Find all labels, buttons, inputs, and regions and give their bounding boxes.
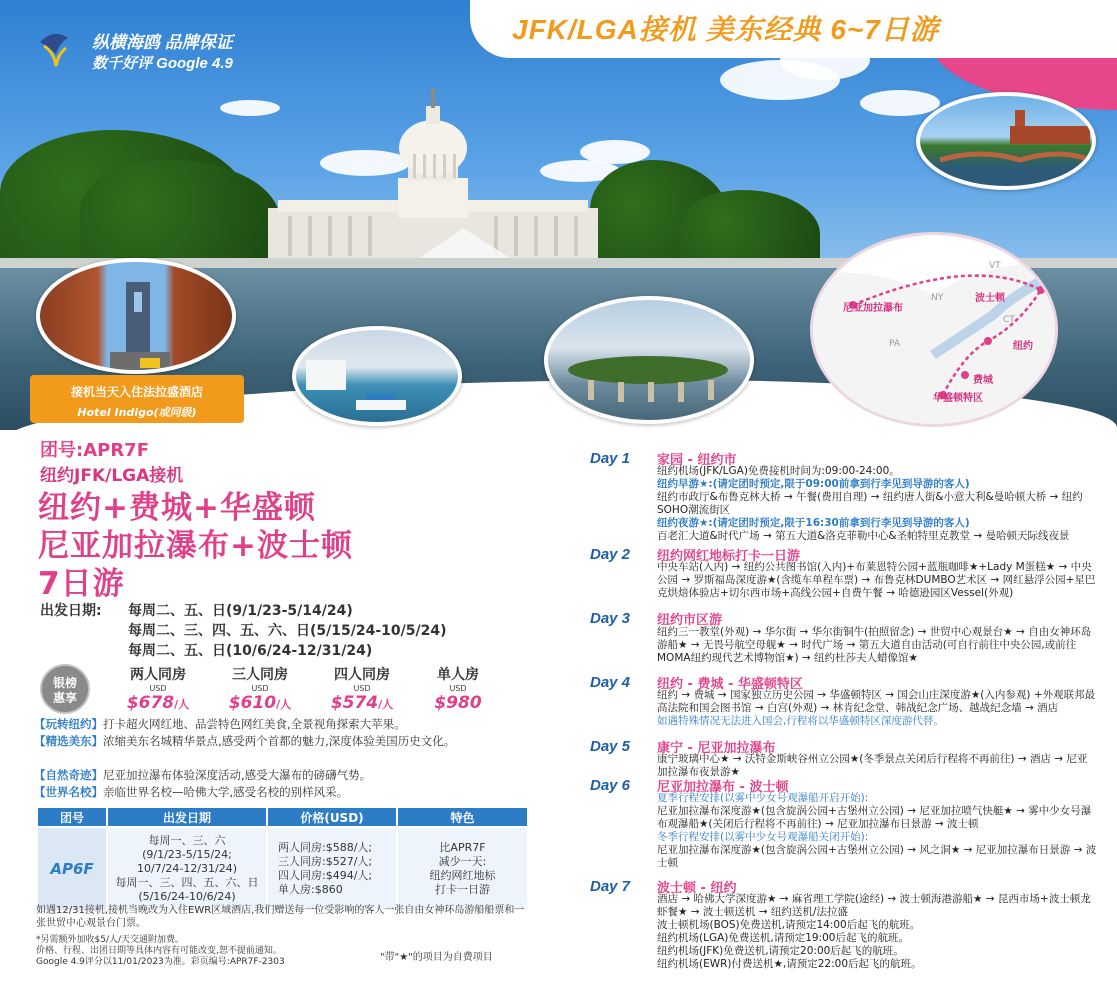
note-rating: Google 4.9评分以11/01/2023为准。彩页编号:APR7F-2303 [36,957,285,967]
day-text: 纽约机场(EWR)付费送机★,请预定22:00后起飞的航班。 [657,958,922,970]
day-text: 尼亚加拉瀑布深度游★(包含旋涡公园+古堡州立公园) → 风之洞★ → 尼亚加拉瀑布日景游 → 波士顿 [657,844,1097,869]
hotel-callout-name: Hotel Indigo(或同级) [77,406,197,419]
table-feature-line: 比APR7F [439,841,486,854]
departure-date: 每周二、三、四、五、六、日(5/15/24-10/5/24) [128,623,447,639]
table-price-line: 四人同房:$494/人; [278,869,373,882]
day-text: 纽约机场(LGA)免费送机,请预定19:00后起飞的航班。 [657,932,909,944]
day-label: Day 6 [590,777,631,794]
table-date-line: (5/16/24-10/6/24) [138,890,236,903]
day-text: 纽约市政厅&布鲁克林大桥 → 午餐(费用自理) → 纽约唐人街&小意大利&曼哈顿大桥 → 纽约SOHO潮流街区 [657,491,1083,516]
departure-date: 每周二、五、日(10/6/24-12/31/24) [128,643,373,659]
day-text: 纽约三一教堂(外观) → 华尔街 → 华尔街铜牛(拍照留念) → 世贸中心观景台★ → 自由女神环岛游船★ → 无畏号航空母舰★ → 时代广场 → 第五大道自由活动(可自行前往中央公园,或前往MOMA纽约现代艺术博物馆★) → 纽约杜莎夫人蜡像馆★ [657,626,1092,664]
price-currency: USD [353,684,371,693]
map-state-ny: NY [931,293,944,303]
table-date-line: 每周一、三、四、五、六、日 [115,876,259,889]
day-title: 纽约 - 费城 - 华盛顿特区 [657,677,803,692]
table-header: 价格(USD) [267,807,397,827]
day-text: 百老汇大道&时代广场 → 第五大道&洛克菲勒中心&圣帕特里克教堂 → 曼哈顿天际线夜景 [657,530,1070,542]
day-option: 夏季行程安排(以雾中少女号观瀑船开启开始): [657,792,869,804]
price-triple [212,664,308,713]
silver-badge-text: 银榜 惠享 [52,676,77,705]
niagara-falls-photo [292,326,462,426]
map-city-boston: 波士顿 [975,293,1005,304]
highlight-tag: 【世界名校】 [34,785,103,799]
day-title: 尼亚加拉瀑布 - 波士顿 [657,780,789,795]
price-value: $678 [126,693,175,713]
note-surcharge: *另需额外加收$5/人/天交通附加费。 [36,935,185,945]
table-price-line: 两人同房:$588/人; [278,841,373,854]
day-option: 纽约夜游★:(请定团时预定,限于16:30前拿到行李见到导游的客人) [657,517,970,529]
brand-rating: 数千好评 Google 4.9 [92,55,233,72]
seagull-logo-icon [36,28,72,68]
hotel-callout [30,375,244,423]
tour-subtitle: 纽约JFK/LGA接机 [40,466,184,486]
price-unit: /人 [276,698,292,711]
price-label: 单人房 [437,667,479,683]
departure-date: 每周二、五、日(9/1/23-5/14/24) [128,603,353,619]
day-text: 康宁玻璃中心★ → 沃特金斯峡谷州立公园★(冬季景点关闭后行程将不再前往) → 酒店 → 尼亚加拉瀑布夜景游★ [657,753,1088,778]
day-title: 纽约市区游 [657,613,723,628]
day-body [657,561,1097,600]
harvard-photo [916,92,1096,190]
highlight-item [34,767,539,784]
day-text: 尼亚加拉瀑布深度游★(包含旋涡公园+古堡州立公园) → 尼亚加拉喷气快艇★ → 雾中少女号瀑布观瀑船★(关闭后行程将不再前往) → 尼亚加拉瀑布日景游 → 波士顿 [657,805,1092,830]
day-label: Day 2 [590,546,631,563]
day-text: 酒店 → 哈佛大学深度游★ → 麻省理工学院(途经) → 波士顿海港游船★ → 昆西市场+波士顿龙虾餐★ → 波士顿送机 → 纽约送机/法拉盛 [657,893,1091,918]
highlight-item [34,733,539,750]
day-text: 纽约机场(JFK)免费送机,请预定20:00后起飞的航班。 [657,945,904,957]
map-city-newyork: 纽约 [1013,341,1033,352]
price-value: $574 [330,693,379,713]
table-date-line: 每周一、三、六 [148,834,226,847]
tour-title-line3: 7日游 [38,566,125,602]
day-text: 纽约 → 费城 → 国家独立历史公园 → 华盛顿特区 → 国会山庄深度游★(入内参观) +外观联邦最高法院和国会图书馆 → 白宫(外观) → 林肯纪念堂、韩战纪念广场、越战纪念墙 → 酒店 [657,689,1096,714]
capitol-building [268,88,598,266]
highlight-tag: 【玩转纽约】 [34,717,103,731]
day-body [657,689,1097,728]
price-label: 两人同房 [130,667,186,683]
map-city-niagara: 尼亚加拉瀑布 [843,303,903,314]
day-label: Day 7 [590,878,631,895]
day-text: 纽约机场(JFK/LGA)免费接机时间为:09:00-24:00。 [657,465,900,477]
table-date-line: (9/1/23-5/15/24; [142,848,232,861]
highlight-text: 尼亚加拉瀑布体验深度活动,感受大瀑布的磅礴气势。 [103,768,372,782]
map-state-ct: CT [1003,315,1015,325]
table-price-line: 单人房:$860 [278,883,343,896]
table-header: 团号 [37,807,107,827]
day-text: 波士顿机场(BOS)免费送机,请预定14:00后起飞的航班。 [657,919,921,931]
day-option: 纽约早游★:(请定团时预定,限于09:00前拿到行李见到导游的客人) [657,478,970,490]
map-city-washington: 华盛顿特区 [933,393,983,404]
price-value: $980 [434,693,482,713]
map-state-pa: PA [889,339,901,349]
map-city-philadelphia: 费城 [973,375,993,386]
price-single [410,664,506,713]
price-value: $610 [228,693,277,713]
tour-group-code: 团号:APR7F [40,440,150,461]
table-dates [107,827,267,911]
day-label: Day 4 [590,674,631,691]
brand-slogan: 纵横海鸥 品牌保证 [92,33,233,52]
alt-tour-table [36,806,529,912]
day-title: 纽约网红地标打卡一日游 [657,549,801,564]
day-body [657,465,1097,543]
route-map [810,232,1058,427]
price-unit: /人 [378,698,394,711]
table-feature [397,827,528,911]
day-body [657,893,1097,971]
day-text: 中央车站(入内) → 纽约公共图书馆(入内)+布莱恩特公园+蓝瓶咖啡★+Lady M蛋糕★ → 中央公园 → 罗斯福岛深度游★(含缆车单程车票) → 布鲁克林DUMBO艺术区 → 网红悬浮公园+星巴克烘焙体验店+切尔西市场+高线公园+自费午餐 → 哈德逊园区Vessel(外观) [657,561,1096,599]
day-body [657,626,1097,665]
tour-title-line1: 纽约+费城+华盛顿 [38,490,316,526]
price-label: 四人同房 [334,667,390,683]
day-title: 家园 - 纽约市 [657,453,737,468]
highlight-item [34,784,539,801]
highlight-tag: 【自然奇迹】 [34,768,103,782]
highlight-tag: 【精选美东】 [34,734,103,748]
price-currency: USD [449,684,467,693]
tour-title-line2: 尼亚加拉瀑布+波士顿 [38,528,353,564]
day-label: Day 5 [590,738,631,755]
day-option: 冬季行程安排(以雾中少女号观瀑船关闭开始): [657,831,869,843]
note-ewr: 如遇12/31接机,接机当晚改为入住EWR区域酒店,我们赠送每一位受影响的客人一张自由女神环岛游船船票和一张世贸中心观景台门票。 [36,905,525,929]
highlight-text: 打卡超火网红地、品尝特色网红美食,全景视角探索大苹果。 [103,717,406,731]
price-unit: /人 [174,698,190,711]
table-feature-line: 纽约网红地标 [429,869,496,882]
table-feature-line: 减少一天: [438,855,487,868]
day-title: 波士顿 - 纽约 [657,881,737,896]
highlight-text: 亲临世界名校—哈佛大学,感受名校的别样风采。 [103,785,349,799]
day-label: Day 1 [590,450,631,467]
note-change: 价格、行程、出团日期等具体内容有可能改变,恕不提前通知。 [36,946,282,956]
day-label: Day 3 [590,610,631,627]
price-currency: USD [149,684,167,693]
silver-badge [40,664,90,714]
price-quad [314,664,410,713]
day-title: 康宁 - 尼亚加拉瀑布 [657,741,776,756]
day-body [657,792,1097,870]
brooklyn-bridge-photo [36,258,236,374]
table-header: 特色 [397,807,528,827]
day-note: 如遇特殊情况无法进入国会,行程将以华盛顿特区深度游代替。 [657,715,944,727]
table-prices [267,827,397,911]
highlight-text: 浓缩美东名城精华景点,感受两个首都的魅力,深度体验美国历史文化。 [103,734,456,748]
price-label: 三人同房 [232,667,288,683]
table-header: 出发日期 [107,807,267,827]
highlight-item [34,716,539,733]
table-feature-line: 打卡一日游 [435,883,490,896]
table-date-line: 10/7/24-12/31/24) [136,862,238,875]
banner-title: JFK/LGA接机 美东经典 6~7日游 [512,14,939,45]
price-currency: USD [251,684,269,693]
table-tour-code: AP6F [37,827,107,911]
price-double [110,664,206,713]
departure-label: 出发日期: [40,603,102,619]
map-state-vt: VT [989,261,1001,271]
little-island-photo [544,296,754,424]
note-star: "带"★"的项目为自费项目 [380,952,493,963]
table-price-line: 三人同房:$527/人; [278,855,373,868]
hotel-callout-title: 接机当天入住法拉盛酒店 [70,385,203,399]
